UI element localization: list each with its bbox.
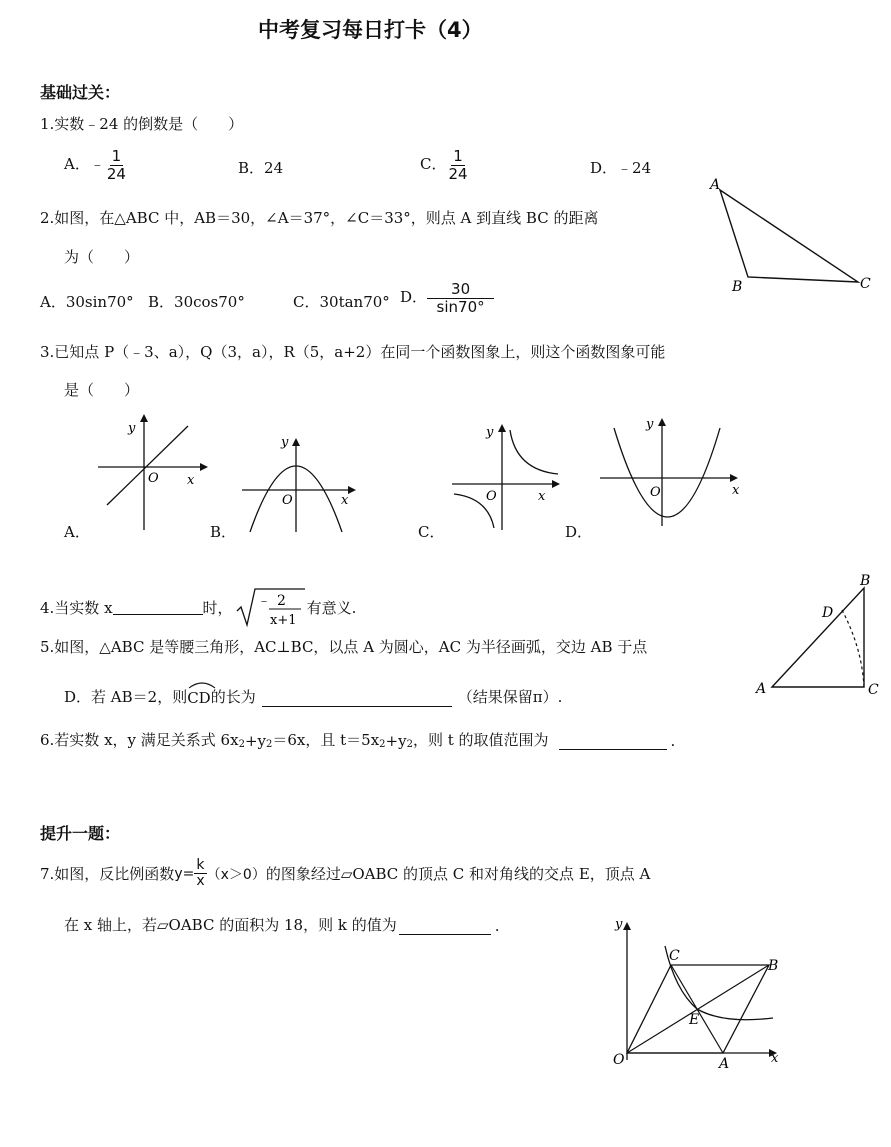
- q1-option-a: [64, 148, 128, 182]
- q7-label-b: B: [768, 958, 779, 974]
- q7-line2-text: 在 x 轴上，若▱OABC 的面积为 18，则 k 的值为: [64, 916, 397, 934]
- q1-option-b: B．24: [238, 159, 284, 177]
- q5-label-a: A: [756, 681, 767, 697]
- q7-label-e: E: [689, 1012, 700, 1028]
- q7-label-a: A: [719, 1056, 730, 1070]
- q4-radical: [235, 585, 307, 629]
- q7-axis-x: x: [771, 1051, 779, 1066]
- q3-label-a: A．: [64, 523, 90, 541]
- q2-triangle-figure: [700, 172, 880, 297]
- q3-a-x: x: [187, 473, 195, 488]
- page-title: 中考复习每日打卡（4）: [258, 18, 483, 42]
- q2-d-fraction: [427, 281, 494, 315]
- q3-a-line: [107, 426, 188, 505]
- q3-d-y: y: [646, 417, 654, 432]
- q7-post: 的图象经过▱OABC 的顶点 C 和对角线的交点 E，顶点 A: [265, 865, 651, 884]
- q5-line2-b: 的长为: [210, 688, 256, 706]
- q2-option-a: A．30sin70°: [40, 293, 134, 311]
- q7-label-c: C: [669, 948, 680, 964]
- q7-fraction: [194, 858, 206, 890]
- q6-sup1: 2: [238, 739, 245, 750]
- q5-label-d: D: [822, 605, 834, 621]
- section-heading-advanced: 提升一题：: [40, 824, 121, 843]
- q3-label-c: C．: [418, 523, 445, 541]
- q1-c-label: C．: [420, 155, 447, 173]
- q5-arc-cd: [187, 683, 211, 707]
- q2-option-d: [400, 281, 494, 315]
- q1-option-c: [420, 148, 470, 182]
- q7-end: .: [494, 917, 500, 935]
- q4-num: 2: [276, 593, 286, 609]
- q6-sup4: 2: [406, 739, 413, 750]
- q6-sup3: 2: [379, 739, 386, 750]
- q3-stem-2: 是（ ）: [64, 381, 140, 399]
- section-heading-basic: 基础过关：: [40, 83, 121, 102]
- q3-label-b: B．: [210, 523, 237, 541]
- q1-c-num: 1: [453, 147, 463, 165]
- q6-sup2: 2: [265, 739, 273, 750]
- q5-triangle: [772, 588, 864, 687]
- q3-graph-c: [448, 418, 568, 533]
- q2-triangle: [720, 190, 858, 282]
- q2-option-c: C．30tan70°: [293, 293, 390, 311]
- q2-d-label: D．: [400, 288, 428, 306]
- q5-line2-c: （结果保留π）.: [457, 688, 563, 706]
- q1-stem: 1.实数﹣24 的倒数是（ ）: [40, 115, 244, 133]
- q1-a-label: A．: [64, 155, 90, 173]
- q5-arc-mark: [187, 681, 217, 689]
- q7-axis-y: y: [615, 917, 623, 932]
- q7-den: x: [196, 873, 205, 890]
- q7-num: k: [196, 857, 205, 873]
- q5-line-2: [64, 683, 562, 707]
- q1-c-fraction: [446, 148, 469, 182]
- q3-graph-b: [238, 430, 363, 535]
- q7-answer-blank[interactable]: [399, 920, 491, 935]
- q5-answer-blank[interactable]: [262, 692, 452, 707]
- q4-pre: 4.当实数 x: [40, 598, 113, 617]
- q1-option-d: D．﹣24: [590, 159, 652, 177]
- q6-answer-blank[interactable]: [559, 735, 667, 750]
- q4-line: [40, 585, 356, 629]
- q7-cond: （x＞0）: [206, 866, 266, 883]
- q3-a-origin: O: [148, 471, 159, 486]
- q5-line-1: 5.如图，△ABC 是等腰三角形，AC⊥BC，以点 A 为圆心，AC 为半径画弧，交边 AB 于点: [40, 638, 648, 656]
- q2-label-a: A: [710, 177, 721, 193]
- q6-pre: 6.若实数 x，y 满足关系式 6x: [40, 731, 239, 749]
- q3-c-x: x: [538, 489, 546, 504]
- q6-m1: +y: [244, 732, 266, 750]
- q5-label-c: C: [868, 682, 879, 698]
- q6-post: ，则 t 的取值范围为: [412, 731, 549, 749]
- q7-y-eq: y=: [174, 865, 195, 882]
- q3-graph-a: [92, 410, 212, 535]
- q7-pre: 7.如图，反比例函数: [40, 865, 175, 884]
- q4-mid: 时，: [202, 598, 233, 617]
- q3-b-origin: O: [282, 493, 293, 508]
- q1-a-num: 1: [111, 147, 122, 165]
- q3-c-origin: O: [486, 489, 497, 504]
- q3-b-x: x: [341, 493, 349, 508]
- q2-label-b: B: [732, 279, 743, 295]
- q6-m2: ＝6x，且 t＝5x: [272, 731, 380, 749]
- q5-label-b: B: [860, 573, 871, 589]
- q4-den: x+1: [269, 613, 297, 628]
- q1-c-den: 24: [448, 164, 468, 183]
- q2-stem: 2.如图，在△ABC 中，AB＝30，∠A＝37°，∠C＝33°，则点 A 到直线 BC 的距离: [40, 209, 599, 227]
- q1-a-fraction: [105, 148, 128, 182]
- q2-d-den: sin70°: [436, 297, 485, 316]
- q4-answer-blank[interactable]: [113, 600, 203, 615]
- q2-label-c: C: [860, 276, 871, 292]
- q5-arc: [842, 610, 864, 687]
- q7-label-o: O: [613, 1052, 625, 1068]
- q2-option-b: B．30cos70°: [148, 293, 245, 311]
- q2-stem-2: 为（ ）: [64, 248, 140, 266]
- q5-line2-a: D．若 AB＝2，则: [64, 688, 188, 706]
- q3-d-parabola: [614, 428, 720, 517]
- q5-arc-text: CD: [187, 689, 211, 707]
- q7-parallelogram-figure: [605, 910, 785, 1070]
- q3-c-y: y: [486, 425, 494, 440]
- q5-triangle-figure: [750, 570, 890, 700]
- q3-d-origin: O: [650, 485, 661, 500]
- q6-m3: +y: [385, 732, 407, 750]
- q3-d-x: x: [732, 483, 740, 498]
- q3-c-branch-1: [510, 430, 558, 474]
- q1-a-den: 24: [106, 164, 126, 183]
- q3-stem: 3.已知点 P（﹣3、a），Q（3，a），R（5，a+2）在同一个函数图象上，则这个函数图象可能: [40, 343, 666, 361]
- q4-post: 有意义.: [306, 598, 357, 617]
- q3-b-y: y: [281, 435, 289, 450]
- q4-minus: ﹣: [256, 593, 271, 609]
- q2-d-num: 30: [427, 281, 494, 299]
- q3-label-d: D．: [565, 523, 593, 541]
- q3-graph-d: [598, 410, 748, 528]
- q7-line-1: [40, 858, 650, 890]
- q6-line: [40, 729, 675, 750]
- q7-line-2: [64, 914, 499, 935]
- q3-a-y: y: [128, 421, 136, 436]
- q1-a-sign: ﹣: [89, 155, 105, 173]
- q6-end: .: [670, 732, 676, 750]
